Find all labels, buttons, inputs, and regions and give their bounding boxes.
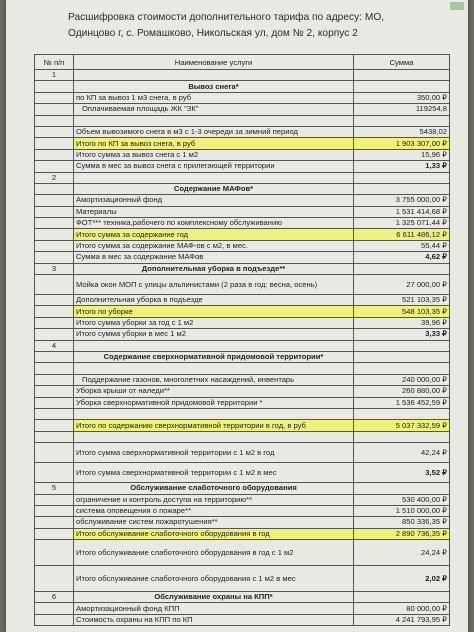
row-number (35, 566, 74, 592)
service-sum: 119254,8 (354, 104, 450, 115)
row-number (35, 386, 74, 397)
service-name (74, 408, 354, 419)
service-name: Объем вывозимого снега в м3 с 1-3 очереди за зимний период (74, 126, 354, 137)
table-row (35, 218, 450, 229)
service-sum: 3,52 ₽ (354, 463, 450, 483)
service-sum: 5438,02 (354, 126, 450, 137)
table-row (35, 443, 450, 463)
service-sum: 1 531 414,68 ₽ (354, 206, 450, 217)
service-name: Уборка сверхнормативной придомовой территории * (74, 397, 354, 408)
title-line-1: Расшифровка стоимости дополнительного тарифа по адресу: МО, (68, 12, 385, 23)
title-line-2: Одинцово г, с. Ромашково, Никольская ул, дом № 2, корпус 2 (68, 28, 358, 39)
table-row (35, 363, 450, 374)
table-row (35, 592, 450, 603)
row-number (35, 183, 74, 194)
service-name: Стоимость охраны на КПП по КП (74, 614, 354, 625)
service-name: Обслуживание слаботочного оборудования (74, 483, 354, 494)
service-name: Дополнительная уборка в подъезде (74, 295, 354, 306)
table-body (35, 70, 450, 626)
row-number (35, 317, 74, 328)
service-sum: 4 241 793,95 ₽ (354, 614, 450, 625)
service-sum (354, 363, 450, 374)
service-sum: 2 890 736,35 ₽ (354, 528, 450, 539)
service-sum: 39,96 ₽ (354, 317, 450, 328)
table-row (35, 483, 450, 494)
service-name: Оплачиваемая площадь ЖК "ЗК" (74, 104, 354, 115)
row-number (35, 92, 74, 103)
row-number (35, 295, 74, 306)
service-sum: 15,96 ₽ (354, 149, 450, 160)
service-name: Итого сумма за содержание год (74, 229, 354, 240)
row-number (35, 540, 74, 566)
service-name: Содержание сверхнормативной придомовой территории* (74, 351, 354, 362)
row-number: 1 (35, 70, 74, 81)
service-name: по КП за вывоз 1 м3 снега, в руб (74, 92, 354, 103)
service-name: Итого обслуживание слаботочного оборудования в год с 1 м2 (74, 540, 354, 566)
table-row (35, 306, 450, 317)
service-name (74, 70, 354, 81)
table-row (35, 92, 450, 103)
service-name (74, 340, 354, 351)
service-name: система оповещения о пожаре** (74, 505, 354, 516)
service-sum (354, 592, 450, 603)
service-name: Вывоз снега* (74, 81, 354, 92)
service-name: Итого обслуживание слаботочного оборудования с 1 м2 в мес (74, 566, 354, 592)
row-number (35, 505, 74, 516)
service-sum: 4,62 ₽ (354, 252, 450, 263)
row-number (35, 329, 74, 340)
header-num: № п/п (35, 55, 74, 70)
service-name: Обслуживание охраны на КПП* (74, 592, 354, 603)
row-number (35, 104, 74, 115)
table-row (35, 172, 450, 183)
table-row (35, 420, 450, 431)
service-sum: 1 325 071,44 ₽ (354, 218, 450, 229)
service-sum (354, 115, 450, 126)
service-name: Поддержание газонов, многолетних насаждений, инвентарь (74, 374, 354, 385)
table-row (35, 115, 450, 126)
row-number (35, 206, 74, 217)
service-sum (354, 408, 450, 419)
table-row (35, 528, 450, 539)
service-name (74, 115, 354, 126)
row-number (35, 81, 74, 92)
table-row (35, 275, 450, 295)
table-row (35, 263, 450, 274)
table-row (35, 149, 450, 160)
table-row (35, 161, 450, 172)
row-number (35, 149, 74, 160)
table-row (35, 81, 450, 92)
service-sum (354, 351, 450, 362)
service-sum: 1,33 ₽ (354, 161, 450, 172)
service-sum (354, 183, 450, 194)
document-header (68, 10, 448, 42)
table-row (35, 295, 450, 306)
service-name (74, 431, 354, 442)
service-name: Итого сумма за вывоз снега с 1 м2 (74, 149, 354, 160)
service-sum: 5 037 332,59 ₽ (354, 420, 450, 431)
service-sum: 548 103,35 ₽ (354, 306, 450, 317)
service-sum: 80 000,00 ₽ (354, 603, 450, 614)
row-number (35, 420, 74, 431)
table-row (35, 540, 450, 566)
service-name: Сумма в мес за вывоз снега с прилегающей территории (74, 161, 354, 172)
table-row (35, 431, 450, 442)
row-number: 3 (35, 263, 74, 274)
row-number (35, 494, 74, 505)
row-number (35, 138, 74, 149)
row-number (35, 351, 74, 362)
row-number: 2 (35, 172, 74, 183)
service-name: Итого по КП за вывоз снега, в руб (74, 138, 354, 149)
table-row (35, 351, 450, 362)
service-name: Дополнительная уборка в подъезде** (74, 263, 354, 274)
table-row (35, 340, 450, 351)
service-sum: 240 000,00 ₽ (354, 374, 450, 385)
row-number (35, 240, 74, 251)
service-name: Итого сумма сверхнормативной территории с 1 м2 в год (74, 443, 354, 463)
service-sum: 24,24 ₽ (354, 540, 450, 566)
table-row (35, 183, 450, 194)
service-name (74, 172, 354, 183)
service-sum: 1 536 452,59 ₽ (354, 397, 450, 408)
table-row (35, 397, 450, 408)
row-number (35, 229, 74, 240)
service-sum (354, 483, 450, 494)
service-sum (354, 70, 450, 81)
row-number (35, 463, 74, 483)
table-row (35, 329, 450, 340)
table-row (35, 229, 450, 240)
table-row (35, 104, 450, 115)
row-number (35, 115, 74, 126)
service-sum: 3 755 000,00 ₽ (354, 195, 450, 206)
table-row (35, 70, 450, 81)
service-name: Итого сумма уборки в мес 1 м2 (74, 329, 354, 340)
row-number (35, 603, 74, 614)
service-sum: 350,00 ₽ (354, 92, 450, 103)
row-number: 4 (35, 340, 74, 351)
service-sum (354, 81, 450, 92)
service-sum (354, 431, 450, 442)
row-number (35, 126, 74, 137)
row-number: 5 (35, 483, 74, 494)
tariff-table (34, 54, 450, 626)
row-number (35, 517, 74, 528)
row-number (35, 374, 74, 385)
row-number (35, 275, 74, 295)
table-row (35, 252, 450, 263)
service-name: Амортизационный фонд (74, 195, 354, 206)
row-number (35, 443, 74, 463)
table-row (35, 317, 450, 328)
document-page (6, 0, 468, 632)
service-name: Итого сумма за содержание МАФ-ов с м2, в мес. (74, 240, 354, 251)
table-row (35, 494, 450, 505)
service-name: Мойка окон МОП с улицы альпинистами (2 раза в год: весна, осень) (74, 275, 354, 295)
service-name: обслуживание систем пожаротушения** (74, 517, 354, 528)
table-row (35, 463, 450, 483)
table-row (35, 206, 450, 217)
service-name: ограничение и контроль доступа на территорию** (74, 494, 354, 505)
row-number (35, 408, 74, 419)
service-name: Итого сумма сверхнормативной территории с 1 м2 в мес (74, 463, 354, 483)
table-row (35, 126, 450, 137)
row-number (35, 306, 74, 317)
table-header-row (35, 55, 450, 70)
row-number (35, 397, 74, 408)
service-sum (354, 172, 450, 183)
row-number (35, 218, 74, 229)
table-row (35, 408, 450, 419)
header-sum: Сумма (354, 55, 450, 70)
service-sum: 1 510 000,00 ₽ (354, 505, 450, 516)
row-number: 6 (35, 592, 74, 603)
service-sum: 260 880,00 ₽ (354, 386, 450, 397)
service-sum (354, 340, 450, 351)
service-sum: 42,24 ₽ (354, 443, 450, 463)
service-name: ФОТ*** техника,рабочего по комплексному обслуживанию (74, 218, 354, 229)
service-sum: 55,44 ₽ (354, 240, 450, 251)
row-number (35, 252, 74, 263)
service-name: Итого сумма уборки за год с 1 м2 (74, 317, 354, 328)
service-sum (354, 263, 450, 274)
service-sum: 6 611 486,12 ₽ (354, 229, 450, 240)
service-sum: 850 336,35 ₽ (354, 517, 450, 528)
service-name: Содержание МАФов* (74, 183, 354, 194)
table-row (35, 603, 450, 614)
service-sum: 530 400,00 ₽ (354, 494, 450, 505)
service-sum: 1 903 307,00 ₽ (354, 138, 450, 149)
service-sum: 2,02 ₽ (354, 566, 450, 592)
row-number (35, 363, 74, 374)
row-number (35, 614, 74, 625)
table-row (35, 138, 450, 149)
table-row (35, 240, 450, 251)
row-number (35, 195, 74, 206)
row-number (35, 431, 74, 442)
table-row (35, 614, 450, 625)
service-name: Итого по содержанию сверхнормативной территории в год, в руб (74, 420, 354, 431)
table-row (35, 195, 450, 206)
table-row (35, 505, 450, 516)
service-name: Сумма в мес за содержание МАФов (74, 252, 354, 263)
table-row (35, 566, 450, 592)
service-sum: 27 000,00 ₽ (354, 275, 450, 295)
table-row (35, 386, 450, 397)
row-number (35, 161, 74, 172)
watermark-badge (450, 2, 464, 10)
service-sum: 3,33 ₽ (354, 329, 450, 340)
service-name: Итого обслуживание слаботочного оборудования в год (74, 528, 354, 539)
service-sum: 521 103,35 ₽ (354, 295, 450, 306)
table-row (35, 374, 450, 385)
table-row (35, 517, 450, 528)
service-name: Уборка крыши от наледи** (74, 386, 354, 397)
service-name: Итого по уборке (74, 306, 354, 317)
service-name (74, 363, 354, 374)
service-name: Материалы (74, 206, 354, 217)
row-number (35, 528, 74, 539)
service-name: Амортизационный фонд КПП (74, 603, 354, 614)
header-name: Наименование услуги (74, 55, 354, 70)
